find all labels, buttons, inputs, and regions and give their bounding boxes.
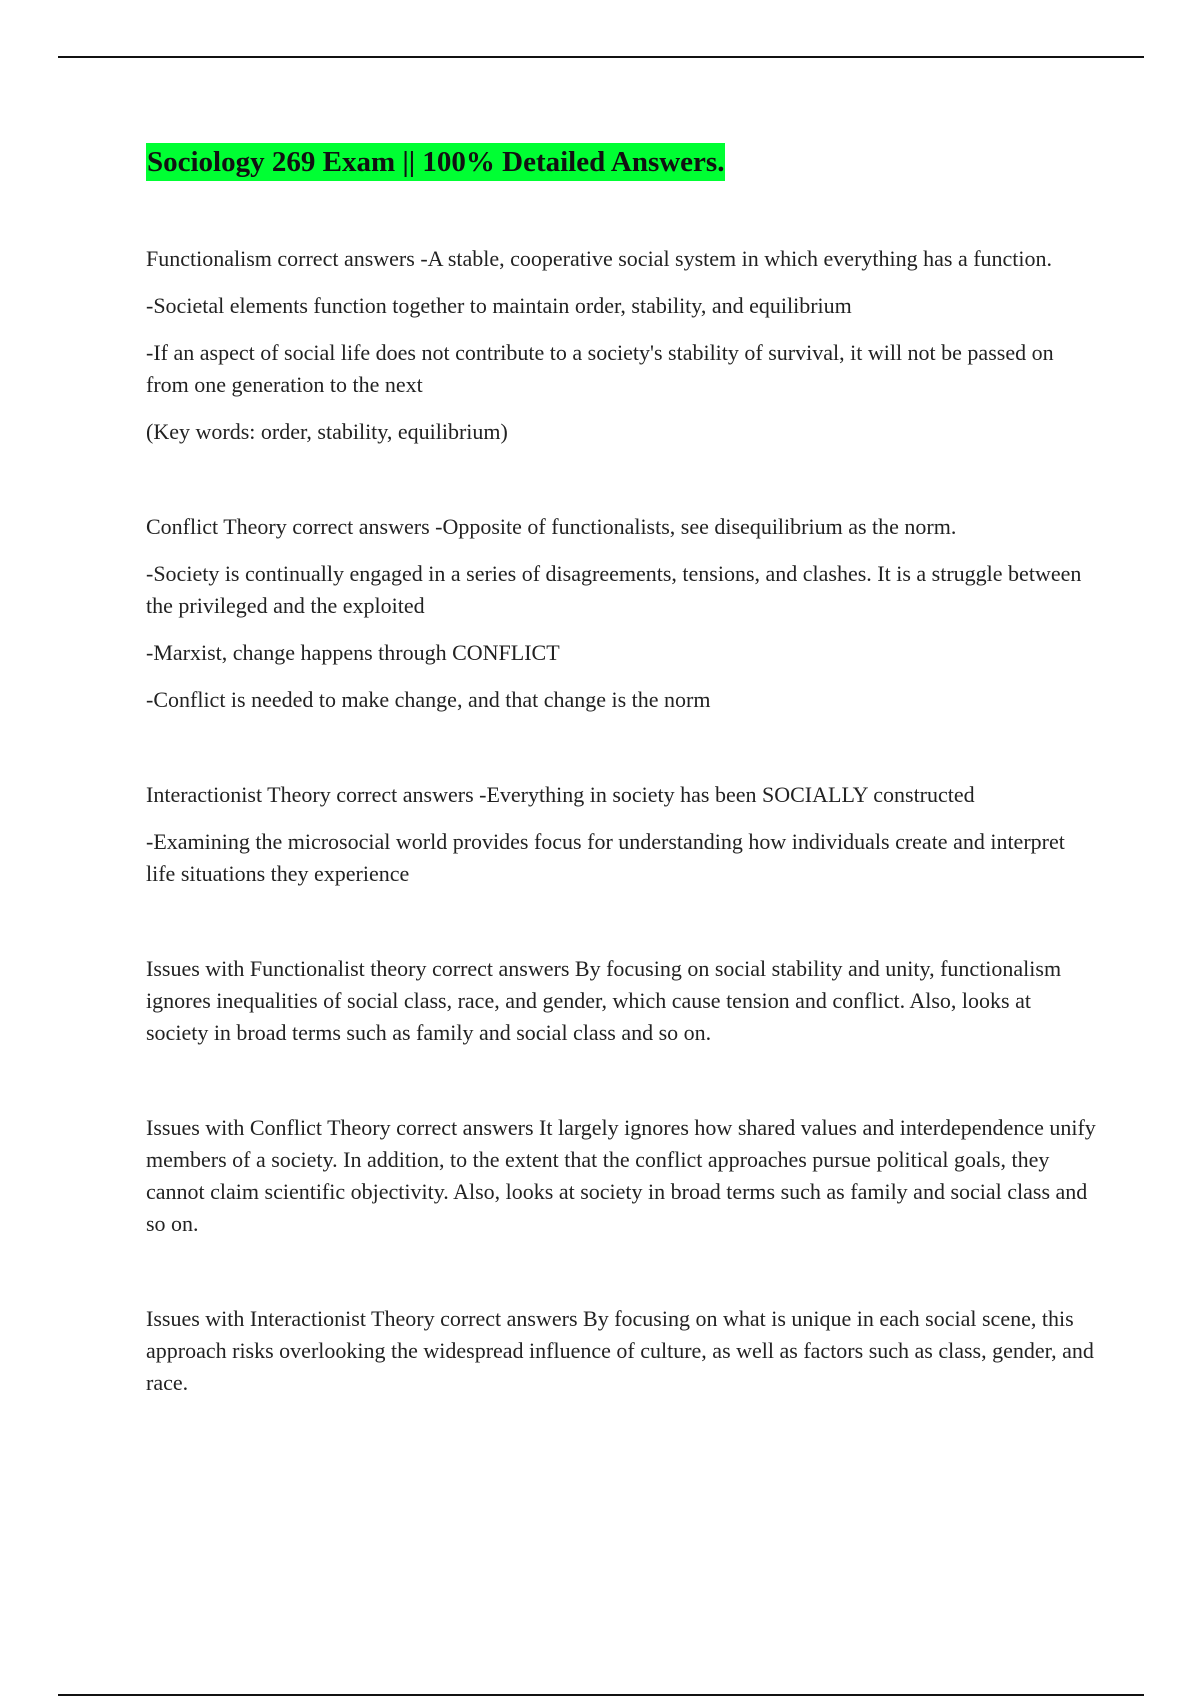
entry-paragraph: Conflict Theory correct answers -Opposite of functionalists, see disequilibrium as the norm.: [146, 514, 957, 539]
entry-conflict-theory: [146, 511, 1096, 716]
entry-paragraph: -Societal elements function together to maintain order, stability, and equilibrium: [146, 293, 852, 318]
entry-paragraph: -Conflict is needed to make change, and that change is the norm: [146, 687, 711, 712]
footer-rule: [58, 1694, 1144, 1696]
document-title: Sociology 269 Exam || 100% Detailed Answers.: [146, 143, 725, 181]
entry-interactionist-theory: [146, 779, 1096, 890]
entry-paragraph: -Marxist, change happens through CONFLICT: [146, 640, 560, 665]
entry-paragraph: -Examining the microsocial world provides focus for understanding how individuals create and interpret life situations they experience: [146, 829, 1065, 886]
entry-paragraph: Functionalism correct answers -A stable, cooperative social system in which everything has a function.: [146, 246, 1053, 271]
entry-paragraph: Issues with Functionalist theory correct answers By focusing on social stability and unity, functionalism ignores inequalities of social class, race, and gender, which cause tension and conflict. Also, looks at society in broad terms such as family and social class and so on.: [146, 956, 1062, 1045]
entry-paragraph: (Key words: order, stability, equilibrium): [146, 419, 508, 444]
entry-paragraph: Issues with Interactionist Theory correct answers By focusing on what is unique in each social scene, this approach risks overlooking the widespread influence of culture, as well as factors such as class, gender, and race.: [146, 1306, 1094, 1395]
entry-paragraph: -If an aspect of social life does not contribute to a society's stability of survival, it will not be passed on from one generation to the next: [146, 340, 1054, 397]
entry-paragraph: Interactionist Theory correct answers -Everything in society has been SOCIALLY constructed: [146, 782, 975, 807]
entries-list: [146, 243, 1096, 1399]
entry-paragraph: Issues with Conflict Theory correct answers It largely ignores how shared values and interdependence unify members of a society. In addition, to the extent that the conflict approaches pursue political goals, they cannot claim scientific objectivity. Also, looks at society in broad terms such as family and social class and so on.: [146, 1115, 1096, 1236]
entry-paragraph: -Society is continually engaged in a series of disagreements, tensions, and clashes. It is a struggle between the privileged and the exploited: [146, 561, 1082, 618]
entry-functionalism: [146, 243, 1096, 448]
entry-issues-interactionist: [146, 1303, 1096, 1399]
entry-issues-functionalist: [146, 953, 1096, 1049]
header-rule: [58, 56, 1144, 58]
page-content: [146, 143, 1096, 1462]
entry-issues-conflict: [146, 1112, 1096, 1240]
